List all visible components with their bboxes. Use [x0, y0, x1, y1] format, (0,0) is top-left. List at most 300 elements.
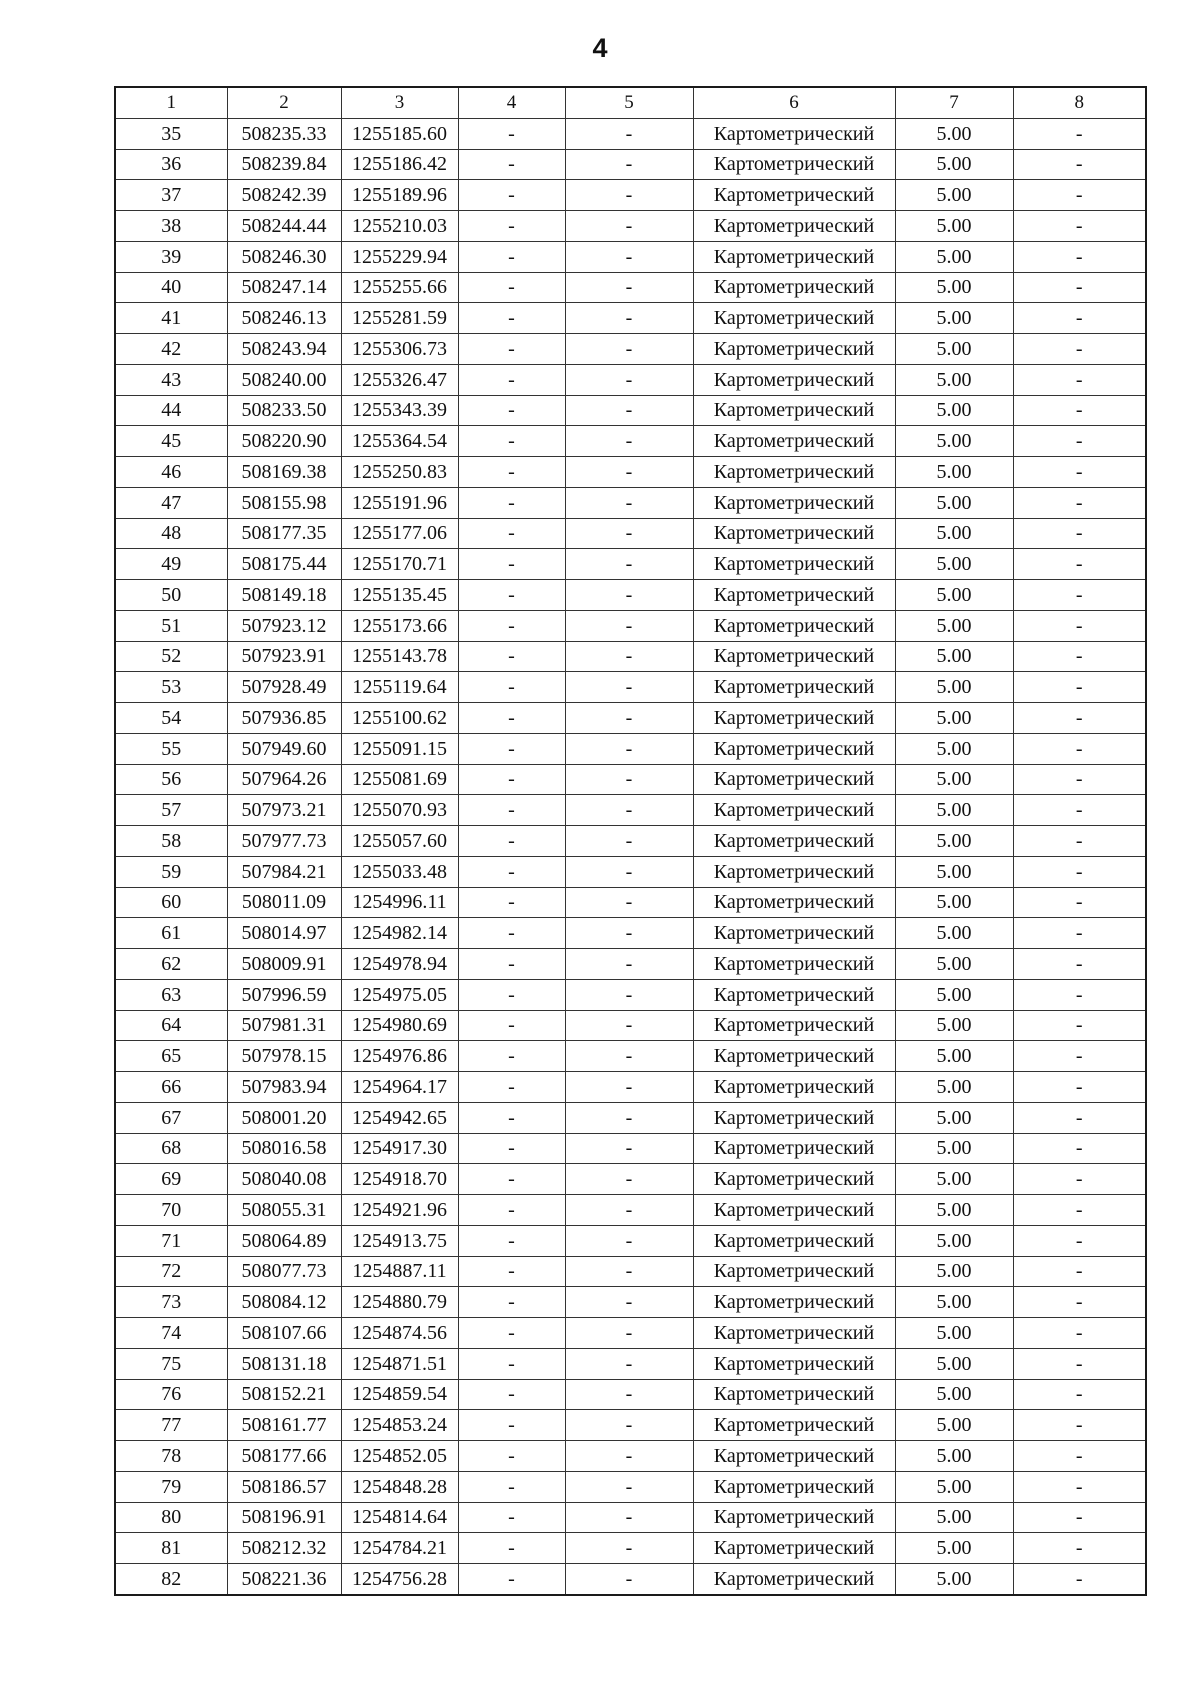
table-cell: 5.00 — [895, 1010, 1013, 1041]
table-row — [115, 1195, 1146, 1226]
table-cell: 507923.12 — [227, 610, 341, 641]
table-cell: - — [565, 395, 693, 426]
table-cell: Картометрический — [693, 1318, 895, 1349]
table-cell: - — [458, 1256, 565, 1287]
table-cell: Картометрический — [693, 856, 895, 887]
table-cell: - — [458, 1195, 565, 1226]
table-cell: 508220.90 — [227, 426, 341, 457]
table-cell: Картометрический — [693, 1502, 895, 1533]
table-row — [115, 487, 1146, 518]
table-cell: 59 — [115, 856, 227, 887]
table-cell: - — [565, 1287, 693, 1318]
table-cell: - — [458, 918, 565, 949]
table-cell: 1255057.60 — [341, 826, 458, 857]
table-cell: 36 — [115, 149, 227, 180]
table-cell: 43 — [115, 364, 227, 395]
table-cell: 1255135.45 — [341, 580, 458, 611]
table-cell: - — [1013, 518, 1146, 549]
table-cell: 1255364.54 — [341, 426, 458, 457]
table-cell: 508155.98 — [227, 487, 341, 518]
table-cell: - — [1013, 149, 1146, 180]
table-cell: Картометрический — [693, 1441, 895, 1472]
table-cell: 62 — [115, 949, 227, 980]
table-row — [115, 918, 1146, 949]
table-cell: 5.00 — [895, 364, 1013, 395]
table-cell: 5.00 — [895, 1533, 1013, 1564]
table-cell: 5.00 — [895, 1441, 1013, 1472]
table-cell: 508244.44 — [227, 211, 341, 242]
table-cell: 5.00 — [895, 610, 1013, 641]
table-cell: 1254975.05 — [341, 979, 458, 1010]
table-cell: Картометрический — [693, 672, 895, 703]
table-cell: - — [565, 1195, 693, 1226]
table-cell: - — [1013, 795, 1146, 826]
table-cell: 5.00 — [895, 549, 1013, 580]
table-cell: Картометрический — [693, 1410, 895, 1441]
table-cell: - — [458, 180, 565, 211]
table-cell: 508131.18 — [227, 1348, 341, 1379]
table-cell: Картометрический — [693, 703, 895, 734]
table-cell: 1254913.75 — [341, 1225, 458, 1256]
table-cell: - — [565, 334, 693, 365]
table-cell: - — [458, 395, 565, 426]
table-cell: - — [458, 1133, 565, 1164]
table-cell: Картометрический — [693, 1256, 895, 1287]
table-cell: 1254996.11 — [341, 887, 458, 918]
table-row — [115, 549, 1146, 580]
table-cell: - — [1013, 1072, 1146, 1103]
table-cell: 1255306.73 — [341, 334, 458, 365]
table-cell: 508240.00 — [227, 364, 341, 395]
table-cell: - — [1013, 887, 1146, 918]
table-row — [115, 149, 1146, 180]
table-cell: 1255229.94 — [341, 241, 458, 272]
table-cell: 1254976.86 — [341, 1041, 458, 1072]
table-cell: 1254859.54 — [341, 1379, 458, 1410]
table-cell: 48 — [115, 518, 227, 549]
table-cell: 1254978.94 — [341, 949, 458, 980]
table-cell: - — [1013, 1502, 1146, 1533]
table-cell: - — [458, 1502, 565, 1533]
table-cell: 5.00 — [895, 672, 1013, 703]
table-cell: - — [565, 918, 693, 949]
table-cell: 80 — [115, 1502, 227, 1533]
table-cell: 5.00 — [895, 1502, 1013, 1533]
table-row — [115, 1564, 1146, 1595]
column-header-8: 8 — [1013, 87, 1146, 118]
table-cell: 5.00 — [895, 795, 1013, 826]
table-cell: - — [458, 1102, 565, 1133]
table-cell: - — [1013, 826, 1146, 857]
table-cell: - — [565, 949, 693, 980]
table-cell: 1255100.62 — [341, 703, 458, 734]
coordinates-table — [114, 86, 1147, 1596]
table-cell: 508196.91 — [227, 1502, 341, 1533]
table-cell: 5.00 — [895, 1225, 1013, 1256]
table-cell: - — [458, 364, 565, 395]
table-cell: 507936.85 — [227, 703, 341, 734]
table-cell: - — [1013, 580, 1146, 611]
table-cell: 39 — [115, 241, 227, 272]
table-cell: 1255143.78 — [341, 641, 458, 672]
table-cell: Картометрический — [693, 979, 895, 1010]
table-cell: 1255189.96 — [341, 180, 458, 211]
table-cell: Картометрический — [693, 1379, 895, 1410]
table-cell: - — [458, 1010, 565, 1041]
table-row — [115, 887, 1146, 918]
table-cell: 5.00 — [895, 1102, 1013, 1133]
table-row — [115, 1533, 1146, 1564]
table-cell: Картометрический — [693, 149, 895, 180]
table-row — [115, 795, 1146, 826]
table-cell: 508212.32 — [227, 1533, 341, 1564]
table-cell: 5.00 — [895, 764, 1013, 795]
table-cell: 1254853.24 — [341, 1410, 458, 1441]
table-cell: Картометрический — [693, 1164, 895, 1195]
table-cell: 5.00 — [895, 241, 1013, 272]
table-cell: - — [565, 1502, 693, 1533]
table-cell: - — [458, 149, 565, 180]
table-cell: 508233.50 — [227, 395, 341, 426]
table-cell: 5.00 — [895, 1133, 1013, 1164]
table-cell: 63 — [115, 979, 227, 1010]
table-row — [115, 272, 1146, 303]
table-cell: 1255185.60 — [341, 118, 458, 149]
table-cell: - — [1013, 180, 1146, 211]
table-cell: 49 — [115, 549, 227, 580]
table-cell: 1255210.03 — [341, 211, 458, 242]
table-cell: 507973.21 — [227, 795, 341, 826]
table-cell: - — [1013, 241, 1146, 272]
table-cell: - — [565, 272, 693, 303]
table-cell: 1254848.28 — [341, 1471, 458, 1502]
table-cell: 42 — [115, 334, 227, 365]
table-cell: Картометрический — [693, 272, 895, 303]
table-cell: - — [1013, 364, 1146, 395]
table-cell: - — [1013, 395, 1146, 426]
table-row — [115, 703, 1146, 734]
table-cell: 5.00 — [895, 703, 1013, 734]
table-cell: 45 — [115, 426, 227, 457]
table-cell: - — [565, 1010, 693, 1041]
table-cell: - — [1013, 1564, 1146, 1595]
column-header-3: 3 — [341, 87, 458, 118]
table-cell: - — [1013, 272, 1146, 303]
table-cell: - — [565, 764, 693, 795]
table-row — [115, 457, 1146, 488]
table-cell: 40 — [115, 272, 227, 303]
table-cell: - — [1013, 334, 1146, 365]
table-cell: 5.00 — [895, 733, 1013, 764]
table-cell: Картометрический — [693, 487, 895, 518]
table-cell: Картометрический — [693, 1041, 895, 1072]
table-cell: - — [458, 549, 565, 580]
table-cell: - — [565, 1441, 693, 1472]
table-cell: 5.00 — [895, 1072, 1013, 1103]
table-row — [115, 303, 1146, 334]
table-cell: 53 — [115, 672, 227, 703]
table-cell: 67 — [115, 1102, 227, 1133]
table-cell: 5.00 — [895, 1410, 1013, 1441]
table-cell: Картометрический — [693, 395, 895, 426]
table-cell: 41 — [115, 303, 227, 334]
table-row — [115, 1225, 1146, 1256]
table-cell: - — [1013, 118, 1146, 149]
table-row — [115, 1379, 1146, 1410]
table-cell: 508161.77 — [227, 1410, 341, 1441]
table-cell: 5.00 — [895, 149, 1013, 180]
table-cell: Картометрический — [693, 1133, 895, 1164]
table-cell: 1254980.69 — [341, 1010, 458, 1041]
table-cell: - — [1013, 457, 1146, 488]
table-row — [115, 1164, 1146, 1195]
table-row — [115, 764, 1146, 795]
table-cell: 508177.66 — [227, 1441, 341, 1472]
table-cell: Картометрический — [693, 1348, 895, 1379]
table-row — [115, 426, 1146, 457]
table-cell: 508016.58 — [227, 1133, 341, 1164]
table-cell: - — [458, 887, 565, 918]
table-cell: - — [565, 1318, 693, 1349]
table-cell: - — [1013, 1256, 1146, 1287]
table-cell: - — [565, 580, 693, 611]
table-row — [115, 211, 1146, 242]
table-cell: Картометрический — [693, 180, 895, 211]
table-cell: 38 — [115, 211, 227, 242]
table-row — [115, 610, 1146, 641]
table-cell: 75 — [115, 1348, 227, 1379]
table-cell: - — [565, 149, 693, 180]
table-cell: 508235.33 — [227, 118, 341, 149]
table-cell: Картометрический — [693, 1195, 895, 1226]
table-cell: - — [1013, 641, 1146, 672]
table-cell: 508239.84 — [227, 149, 341, 180]
table-row — [115, 949, 1146, 980]
table-cell: 5.00 — [895, 1287, 1013, 1318]
table-cell: 5.00 — [895, 949, 1013, 980]
table-cell: - — [1013, 949, 1146, 980]
table-cell: 507923.91 — [227, 641, 341, 672]
table-cell: - — [565, 1471, 693, 1502]
table-cell: Картометрический — [693, 610, 895, 641]
table-cell: 5.00 — [895, 856, 1013, 887]
table-cell: - — [565, 826, 693, 857]
table-cell: 508169.38 — [227, 457, 341, 488]
table-cell: 79 — [115, 1471, 227, 1502]
table-cell: - — [565, 1564, 693, 1595]
column-header-7: 7 — [895, 87, 1013, 118]
table-cell: 47 — [115, 487, 227, 518]
table-cell: 58 — [115, 826, 227, 857]
table-cell: 1255091.15 — [341, 733, 458, 764]
table-cell: 507964.26 — [227, 764, 341, 795]
table-cell: 64 — [115, 1010, 227, 1041]
table-cell: 82 — [115, 1564, 227, 1595]
table-cell: 5.00 — [895, 518, 1013, 549]
table-cell: - — [565, 303, 693, 334]
table-cell: Картометрический — [693, 334, 895, 365]
table-cell: - — [458, 1348, 565, 1379]
table-cell: 76 — [115, 1379, 227, 1410]
table-cell: Картометрический — [693, 887, 895, 918]
table-cell: - — [1013, 303, 1146, 334]
table-cell: - — [458, 949, 565, 980]
table-cell: - — [1013, 1471, 1146, 1502]
table-cell: 52 — [115, 641, 227, 672]
table-cell: 5.00 — [895, 1564, 1013, 1595]
table-cell: 54 — [115, 703, 227, 734]
table-cell: 5.00 — [895, 334, 1013, 365]
table-cell: 65 — [115, 1041, 227, 1072]
page-number: 4 — [592, 33, 608, 63]
table-cell: 508009.91 — [227, 949, 341, 980]
table-cell: - — [565, 518, 693, 549]
table-cell: - — [458, 641, 565, 672]
table-cell: - — [1013, 918, 1146, 949]
table-cell: - — [458, 426, 565, 457]
table-row — [115, 1287, 1146, 1318]
table-cell: - — [1013, 1133, 1146, 1164]
table-cell: 508149.18 — [227, 580, 341, 611]
table-cell: - — [565, 1256, 693, 1287]
table-cell: 5.00 — [895, 180, 1013, 211]
table-cell: - — [458, 241, 565, 272]
table-cell: - — [565, 1041, 693, 1072]
table-cell: 1254982.14 — [341, 918, 458, 949]
table-cell: 508077.73 — [227, 1256, 341, 1287]
table-row — [115, 672, 1146, 703]
table-row — [115, 1256, 1146, 1287]
table-cell: 1255250.83 — [341, 457, 458, 488]
table-cell: 5.00 — [895, 272, 1013, 303]
table-cell: - — [565, 1379, 693, 1410]
table-cell: - — [1013, 1225, 1146, 1256]
table-cell: - — [565, 1410, 693, 1441]
table-cell: 72 — [115, 1256, 227, 1287]
table-row — [115, 1318, 1146, 1349]
table-cell: 5.00 — [895, 887, 1013, 918]
table-cell: Картометрический — [693, 518, 895, 549]
table-cell: 508246.13 — [227, 303, 341, 334]
table-cell: - — [458, 979, 565, 1010]
table-cell: - — [458, 1041, 565, 1072]
table-cell: 1255255.66 — [341, 272, 458, 303]
table-cell: - — [565, 1348, 693, 1379]
table-row — [115, 118, 1146, 149]
table-cell: 5.00 — [895, 580, 1013, 611]
table-cell: 508242.39 — [227, 180, 341, 211]
table-cell: - — [458, 672, 565, 703]
table-cell: 1254887.11 — [341, 1256, 458, 1287]
table-cell: 5.00 — [895, 1041, 1013, 1072]
table-cell: 57 — [115, 795, 227, 826]
table-cell: 508001.20 — [227, 1102, 341, 1133]
table-cell: - — [458, 1564, 565, 1595]
table-row — [115, 1133, 1146, 1164]
table-cell: - — [458, 826, 565, 857]
table-row — [115, 1102, 1146, 1133]
table-cell: 5.00 — [895, 211, 1013, 242]
table-cell: - — [458, 272, 565, 303]
table-cell: 5.00 — [895, 641, 1013, 672]
table-cell: - — [1013, 1348, 1146, 1379]
table-cell: 5.00 — [895, 1195, 1013, 1226]
table-cell: - — [458, 1533, 565, 1564]
table-cell: 508221.36 — [227, 1564, 341, 1595]
table-cell: Картометрический — [693, 457, 895, 488]
table-cell: 5.00 — [895, 457, 1013, 488]
table-cell: Картометрический — [693, 549, 895, 580]
table-row — [115, 180, 1146, 211]
table-cell: 5.00 — [895, 1318, 1013, 1349]
table-cell: 51 — [115, 610, 227, 641]
table-cell: 508152.21 — [227, 1379, 341, 1410]
table-cell: 1255070.93 — [341, 795, 458, 826]
table-cell: - — [458, 1471, 565, 1502]
table-cell: 5.00 — [895, 826, 1013, 857]
table-cell: 35 — [115, 118, 227, 149]
table-cell: 508177.35 — [227, 518, 341, 549]
table-cell: 74 — [115, 1318, 227, 1349]
table-cell: - — [1013, 549, 1146, 580]
table-cell: - — [565, 887, 693, 918]
table-cell: 1255081.69 — [341, 764, 458, 795]
column-header-6: 6 — [693, 87, 895, 118]
table-cell: - — [458, 1441, 565, 1472]
table-cell: 1254784.21 — [341, 1533, 458, 1564]
table-cell: - — [565, 1164, 693, 1195]
table-cell: 44 — [115, 395, 227, 426]
table-cell: - — [458, 580, 565, 611]
table-cell: - — [458, 795, 565, 826]
table-cell: 5.00 — [895, 303, 1013, 334]
table-cell: 5.00 — [895, 1164, 1013, 1195]
table-cell: - — [1013, 487, 1146, 518]
table-cell: 1254917.30 — [341, 1133, 458, 1164]
table-cell: Картометрический — [693, 1564, 895, 1595]
table-cell: Картометрический — [693, 1287, 895, 1318]
table-cell: Картометрический — [693, 733, 895, 764]
table-cell: Картометрический — [693, 580, 895, 611]
table-row — [115, 1410, 1146, 1441]
table-cell: - — [458, 703, 565, 734]
table-cell: 508064.89 — [227, 1225, 341, 1256]
table-cell: Картометрический — [693, 1533, 895, 1564]
table-cell: - — [458, 211, 565, 242]
table-cell: 1255186.42 — [341, 149, 458, 180]
table-cell: 68 — [115, 1133, 227, 1164]
table-cell: - — [458, 1287, 565, 1318]
table-cell: - — [565, 1072, 693, 1103]
table-cell: 1254942.65 — [341, 1102, 458, 1133]
table-cell: - — [458, 303, 565, 334]
table-cell: - — [565, 118, 693, 149]
table-cell: - — [1013, 211, 1146, 242]
table-cell: 508175.44 — [227, 549, 341, 580]
table-cell: - — [458, 1072, 565, 1103]
table-cell: 507977.73 — [227, 826, 341, 857]
table-cell: - — [565, 733, 693, 764]
table-cell: 69 — [115, 1164, 227, 1195]
table-cell: - — [565, 180, 693, 211]
table-cell: 1255173.66 — [341, 610, 458, 641]
table-cell: - — [565, 487, 693, 518]
table-row — [115, 733, 1146, 764]
table-cell: - — [565, 457, 693, 488]
table-cell: - — [1013, 1195, 1146, 1226]
table-cell: 507949.60 — [227, 733, 341, 764]
table-cell: 1254874.56 — [341, 1318, 458, 1349]
